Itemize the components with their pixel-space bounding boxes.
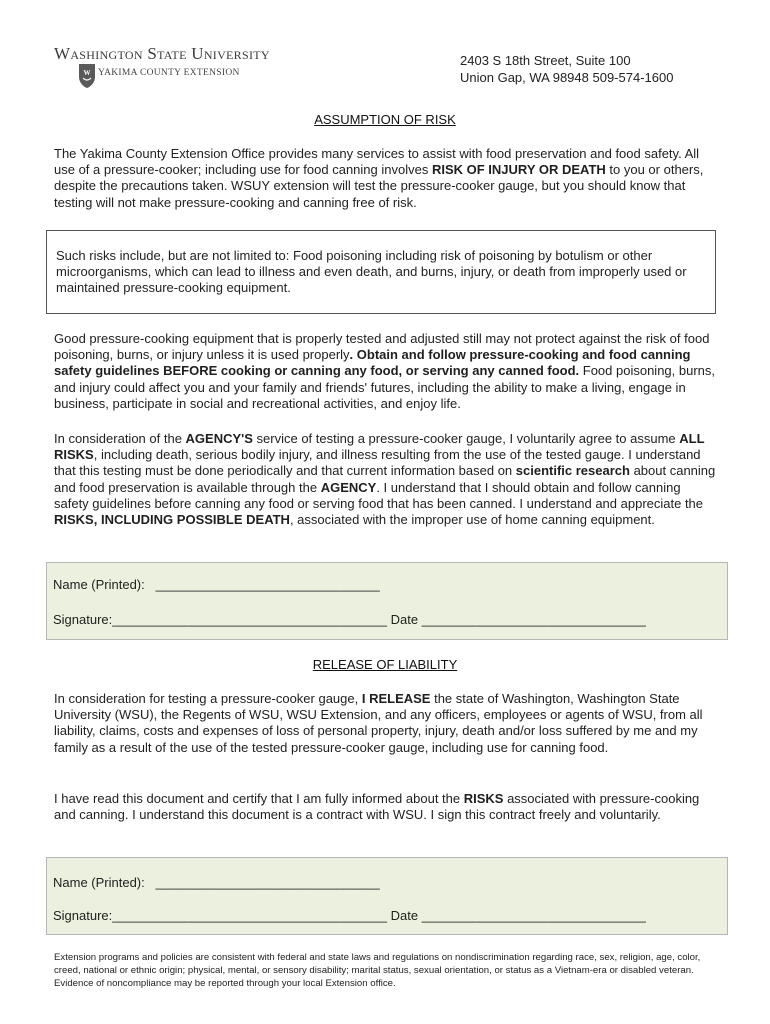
office-address <box>460 52 673 86</box>
risks-callout-box <box>46 230 716 314</box>
date-field[interactable]: _______________________________ <box>421 908 646 923</box>
signature-field[interactable]: ______________________________________ <box>112 908 388 923</box>
assumption-paragraph-1: The Yakima County Extension Office provides many services to assist with food preservation and food safety. All use of a pressure-cooker; including use for food canning involves RISK OF INJURY OR DEATH to you or others, despite the precautions taken. WSUY extension will test the pressure-cooker gauge, but you should know that testing will not make pressure-cooking and canning free of risk. <box>54 146 704 210</box>
nondiscrimination-footer: Extension programs and policies are consistent with federal and state laws and regulations on nondiscrimination regarding race, sex, religion, age, color, creed, national or ethnic origin; physical, mental, or sensory disability; marital status, sexual orientation, or status as a Vietnam-era or disabled veteran. Evidence of noncompliance may be reported through your local Extension office. <box>54 952 701 990</box>
assumption-title: ASSUMPTION OF RISK <box>314 112 456 127</box>
signature-block-1 <box>46 562 728 640</box>
signature-block-2 <box>46 857 728 935</box>
wsu-shield-icon <box>78 63 96 89</box>
name-printed-field[interactable]: _______________________________ <box>155 577 380 592</box>
extension-name: YAKIMA COUNTY EXTENSION <box>98 68 240 78</box>
date-label: Date <box>387 612 422 627</box>
date-label: Date <box>387 908 422 923</box>
assumption-paragraph-2: Good pressure-cooking equipment that is properly tested and adjusted still may not protect against the risk of food poisoning, burns, or injury unless it is used properly. Obtain and follow pressure-cooking and food canning safety guidelines BEFORE cooking or canning any food, or serving any canned food. Food poisoning, burns, and injury could affect you and your family and friends' futures, including the ability to make a living, engage in business, participate in social and recreational activities, and enjoy life. <box>54 331 716 411</box>
signature-field[interactable]: ______________________________________ <box>112 612 388 627</box>
release-paragraph-1: In consideration for testing a pressure-cooker gauge, I RELEASE the state of Washington, Washington State University (WSU), the Regents of WSU, WSU Extension, and any officers, employees or agents of WSU, from all liability, claims, costs and expenses of loss of personal property, injury, death and/or loss suffered by me and my family as a result of the use of the tested pressure-cooker gauge, including use for canning food. <box>54 691 703 755</box>
svg-text:W: W <box>83 69 91 77</box>
signature-label: Signature: <box>53 908 113 923</box>
name-printed-label: Name (Printed): <box>53 577 145 592</box>
assumption-paragraph-3: In consideration of the AGENCY'S service of testing a pressure-cooker gauge, I voluntarily agree to assume ALL RISKS, including death, serious bodily injury, and illness resulting from the use of the tested gauge. I understand that this testing must be done periodically and that current information based on scientific research about canning and food preservation is available through the AGENCY. I understand that I should obtain and follow canning safety guidelines before canning any food or serving food that has been canned. I understand and appreciate the RISKS, INCLUDING POSSIBLE DEATH, associated with the improper use of home canning equipment. <box>54 431 716 528</box>
risks-callout-text: Such risks include, but are not limited to: Food poisoning including risk of poisoning by botulism or other microorganisms, which can lead to illness and even death, and burns, injury, or death from improperly used or maintained pressure-cooking equipment. <box>56 248 687 296</box>
name-printed-label: Name (Printed): <box>53 875 145 890</box>
name-printed-row <box>53 875 380 890</box>
signature-row <box>53 612 646 627</box>
name-printed-row <box>53 577 380 592</box>
address-line-1: 2403 S 18th Street, Suite 100 <box>460 53 631 68</box>
date-field[interactable]: _______________________________ <box>421 612 646 627</box>
university-name: Washington State University <box>54 44 270 63</box>
name-printed-field[interactable]: _______________________________ <box>155 875 380 890</box>
release-title: RELEASE OF LIABILITY <box>312 657 458 672</box>
address-line-2: Union Gap, WA 98948 509-574-1600 <box>460 70 674 85</box>
university-wordmark <box>54 44 270 64</box>
signature-label: Signature: <box>53 612 113 627</box>
signature-row <box>53 908 646 923</box>
release-paragraph-2: I have read this document and certify that I am fully informed about the RISKS associated with pressure-cooking and canning. I understand this document is a contract with WSU. I sign this contract freely and voluntarily. <box>54 791 700 823</box>
